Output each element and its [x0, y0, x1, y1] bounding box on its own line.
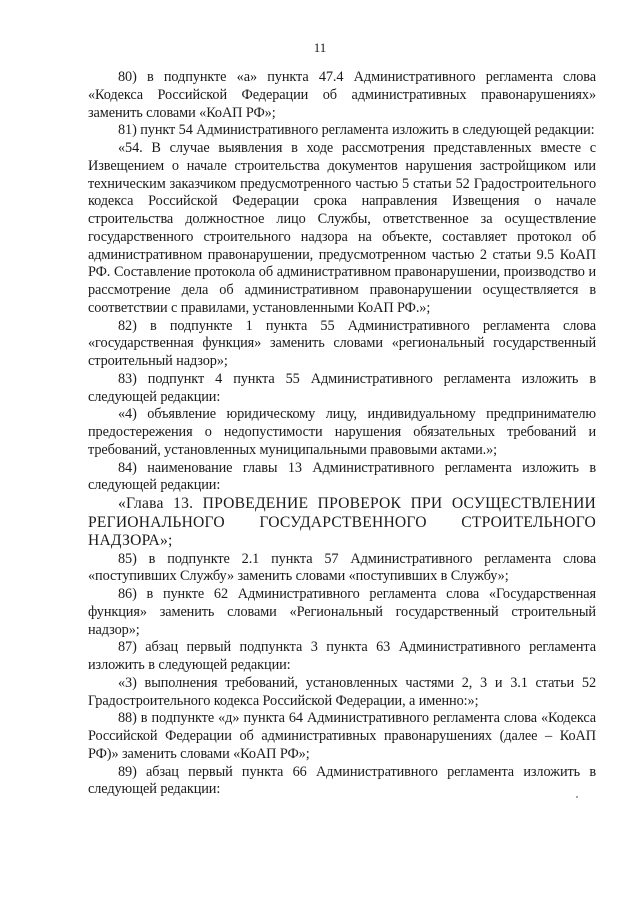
paragraph-88: 88) в подпункте «д» пункта 64 Административного регламента слова «Кодекса Российской Федерации об административных правонарушениях (далее – КоАП РФ)» заменить словами «КоАП РФ»; — [88, 710, 596, 762]
paragraph-80: 80) в подпункте «а» пункта 47.4 Административного регламента слова «Кодекса Российской Федерации об административных правонарушениях» заменить словами «КоАП РФ»; — [88, 69, 596, 121]
paragraph-86: 86) в пункте 62 Административного регламента слова «Государственная функция» заменить словами «Региональный государственный строительный надзор»; — [88, 586, 596, 638]
paragraph-85: 85) в подпункте 2.1 пункта 57 Административного регламента слова «поступивших Службу» заменить словами «поступивших в Службу»; — [88, 550, 596, 585]
quote-paragraph-54: «54. В случае выявления в ходе рассмотрения представленных вместе с Извещением о начале строительства документов нарушения застройщиком или техническим заказчиком предусмотренного частью 5 статьи 52 Градостроительного кодекса Российской Федерации срока направления Извещения о начале строительства должностное лицо Службы, ответственное за осуществление государственного строительного надзора на объекте, составляет протокол об административном правонарушении, предусмотренном частью 2 статьи 9.5 КоАП РФ. Составление протокола об административном правонарушении, производство и рассмотрение дела об административном правонарушении осуществляется в соответствии с правилами, установленными КоАП РФ.»; — [88, 140, 596, 316]
quote-paragraph-3: «3) выполнения требований, установленных частями 2, 3 и 3.1 статьи 52 Градостроительного кодекса Российской Федерации, а именно:»; — [88, 674, 596, 709]
paragraph-89: 89) абзац первый пункта 66 Административного регламента изложить в следующей редакции: — [88, 763, 596, 798]
paragraph-87: 87) абзац первый подпункта 3 пункта 63 Административного регламента изложить в следующей редакции: — [88, 639, 596, 673]
document-body — [88, 69, 596, 799]
paragraph-81: 81) пункт 54 Административного регламента изложить в следующей редакции: — [118, 122, 595, 139]
page-number: 11 — [313, 40, 327, 55]
scan-speck — [576, 796, 578, 798]
paragraph-84: 84) наименование главы 13 Административного регламента изложить в следующей редакции: — [88, 459, 596, 494]
paragraph-83: 83) подпункт 4 пункта 55 Административного регламента изложить в следующей редакции: — [88, 370, 596, 405]
paragraph-82: 82) в подпункте 1 пункта 55 Административного регламента слова «государственная функция» заменить словами «региональный государственный строительный надзор»; — [88, 317, 596, 369]
chapter-13-heading: «Глава 13. ПРОВЕДЕНИЕ ПРОВЕРОК ПРИ ОСУЩЕСТВЛЕНИИ РЕГИОНАЛЬНОГО ГОСУДАРСТВЕННОГО СТРОИТЕЛЬНОГО НАДЗОРА»; — [88, 495, 596, 549]
quote-paragraph-4: «4) объявление юридическому лицу, индивидуальному предпринимателю предостережения о недопустимости нарушения обязательных требований и требований, установленных муниципальными правовыми актами.»; — [88, 406, 596, 458]
